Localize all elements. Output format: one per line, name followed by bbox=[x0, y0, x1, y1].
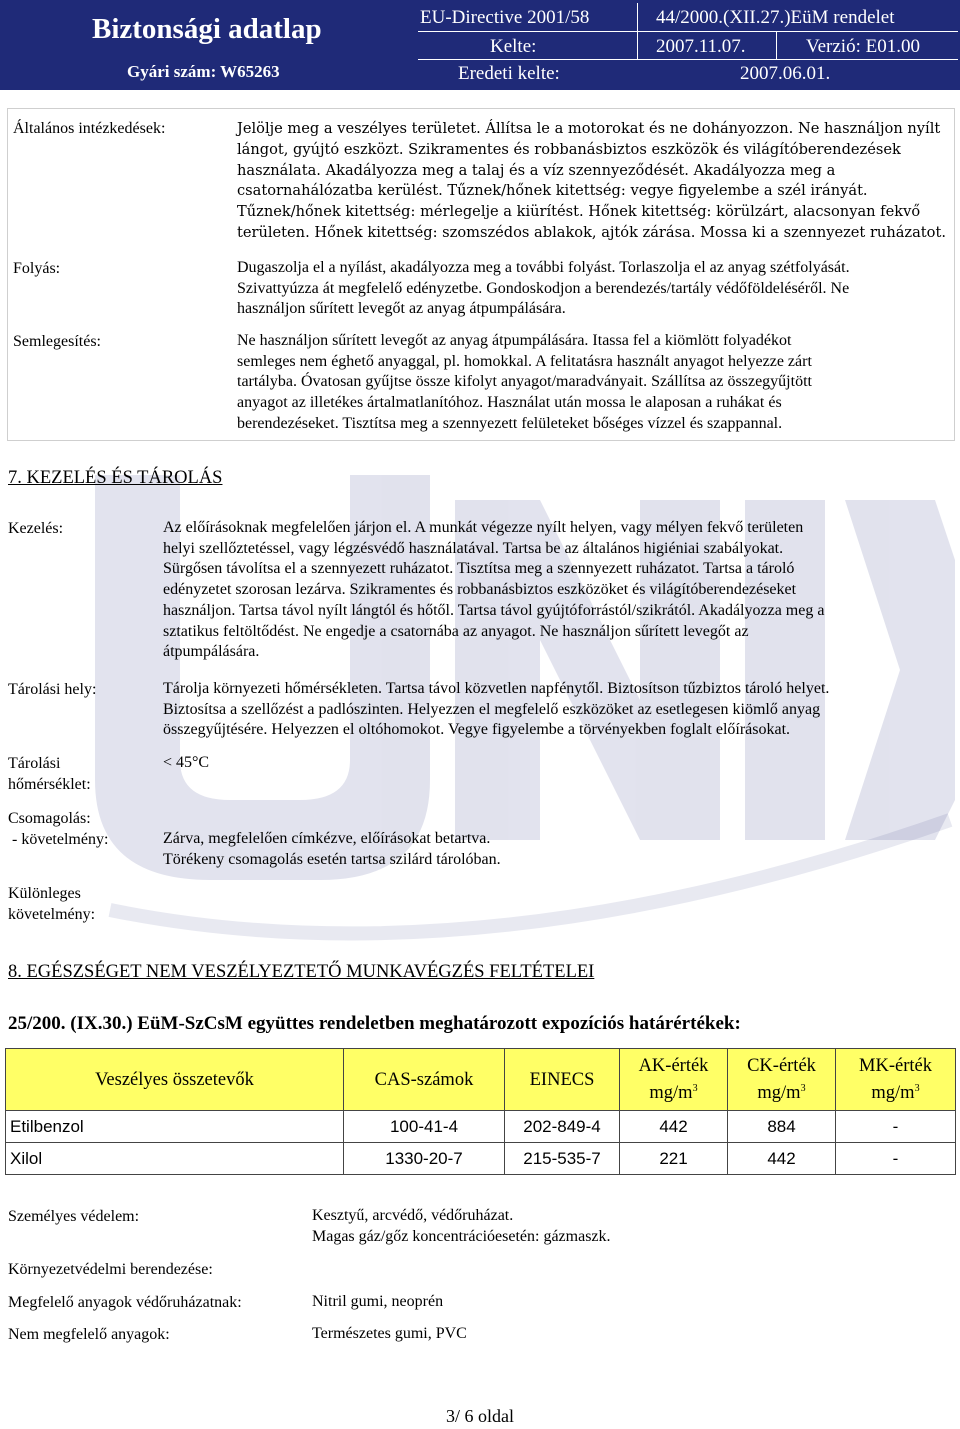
handling-label: Kezelés: bbox=[8, 520, 64, 537]
decree-text: 44/2000.(XII.27.)EüM rendelet bbox=[656, 7, 895, 28]
column-header: EINECS bbox=[505, 1049, 620, 1111]
special-requirement-label: Különleges követelmény: bbox=[8, 885, 96, 923]
header-divider bbox=[418, 59, 958, 60]
general-measures-label: Általános intézkedések: bbox=[13, 120, 166, 137]
section7-heading: 7. KEZELÉS ÉS TÁROLÁS bbox=[8, 468, 223, 488]
column-header: CAS-számok bbox=[344, 1049, 505, 1111]
table-cell: 100-41-4 bbox=[344, 1111, 505, 1143]
table-cell: - bbox=[836, 1111, 956, 1143]
storage-place-label: Tárolási hely: bbox=[8, 681, 97, 698]
section8-heading: 8. EGÉSZSÉGET NEM VESZÉLYEZTETŐ MUNKAVÉGZÉS FELTÉTELEI bbox=[8, 962, 595, 982]
document-header bbox=[0, 0, 960, 90]
table-cell: Xilol bbox=[6, 1143, 344, 1175]
section8-subheading: 25/200. (IX.30.) EüM-SzCsM együttes rendeletben meghatározott expozíciós határértékek: bbox=[8, 1013, 741, 1034]
kelte-label: Kelte: bbox=[490, 36, 537, 57]
table-header-row bbox=[6, 1049, 956, 1111]
table-cell: 221 bbox=[620, 1143, 728, 1175]
table-cell: Etilbenzol bbox=[6, 1111, 344, 1143]
table-cell: 215-535-7 bbox=[505, 1143, 620, 1175]
packaging-text: Zárva, megfelelően címkézve, előírásokat betartva. Törékeny csomagolás esetén tartsa szilárd tárolóban. bbox=[163, 830, 501, 868]
table-row bbox=[6, 1143, 956, 1175]
column-header: Veszélyes összetevők bbox=[6, 1049, 344, 1111]
unsuitable-materials-label: Nem megfelelő anyagok: bbox=[8, 1326, 170, 1343]
document-title: Biztonsági adatlap bbox=[92, 13, 322, 45]
directive-text: EU-Directive 2001/58 bbox=[420, 7, 590, 28]
general-measures-text: Jelölje meg a veszélyes területet. Állítsa le a motorokat és ne dohányozzon. Ne használjon nyílt lángot, gyújtó eszközt. Szikramentes és robbanásbiztos eszközök és világítóberendezések használata. Akadályozza meg a talaj és a víz szennyeződését. Akadályozza meg a csatornahálózatba kerülést. Tűznek/hőnek kitettség: vegye figyelembe a szél irányát. Tűznek/hőnek kitettség: mérlegelje a kiürítést. Hőnek kitettség: körülzárt, alacsonyan fekvő területen. Hőnek kitettség: szomszédos ablakok, ajtók zárása. Mossa ki a szennyezet ruházatot. bbox=[237, 120, 946, 241]
table-row bbox=[6, 1111, 956, 1143]
header-divider bbox=[637, 3, 638, 59]
suitable-materials-text: Nitril gumi, neoprén bbox=[312, 1293, 444, 1310]
storage-place-text: Tárolja környezeti hőmérsékleten. Tartsa távol közvetlen napfénytől. Biztosítson tűzbiztos tároló helyet. Biztosítsa a szellőzést a padlószinten. Helyezzen el megfelelő eszközöket az esetlegesen kiömlő anyag összegyűjtésére. Helyezzen el oltóhomokot. Vegye figyelembe a törvényekben foglalt előírásokat. bbox=[163, 680, 830, 739]
flow-text: Dugaszolja el a nyílást, akadályozza meg a további folyást. Torlaszolja el az anyag szétfolyását. Szivattyúzza át megfelelő edényzetbe. Gondoskodjon a berendezés/tartály védőföldeléséről. Ne használjon sűrített levegőt az anyag átpumpálására. bbox=[237, 259, 850, 318]
handling-text: Az előírásoknak megfelelően járjon el. A munkát végezze nyílt helyen, vagy mélyen fekvő területen helyi szellőztetéssel, vagy légzésvédő használatával. Tartsa be az általános higiéniai szabályokat. Sürgősen távolítsa el a szennyezett ruházatot. Tisztítsa meg a szennyezett ruházatot. Tartsa a tároló edényzetet szorosan lezárva. Szikramentes és robbanásbiztos eszközöket és világítóberendezéseket használjon. Tartsa távol nyílt lángtól és hőtől. Tartsa távol gyújtóforrástól/szikrától. Akadályozza meg a sztatikus feltöltődést. Ne engedje a csatornába az anyagot. Ne használjon sűrített levegőt az átpumpálására. bbox=[163, 519, 825, 661]
version-text: Verzió: E01.00 bbox=[806, 36, 920, 57]
factory-number: Gyári szám: W65263 bbox=[127, 62, 280, 81]
storage-temperature-label: Tárolási hőmérséklet: bbox=[8, 755, 91, 793]
personal-protection-text: Kesztyű, arcvédő, védőruházat. Magas gáz/gőz koncentrációesetén: gázmaszk. bbox=[312, 1207, 611, 1245]
table-cell: 884 bbox=[728, 1111, 836, 1143]
column-header: AK-érték $mg/m^3$ bbox=[620, 1049, 728, 1111]
storage-temperature-value: < 45°C bbox=[163, 754, 210, 771]
flow-label: Folyás: bbox=[13, 260, 61, 277]
page-number: 3/ 6 oldal bbox=[446, 1406, 514, 1426]
table-cell: 202-849-4 bbox=[505, 1111, 620, 1143]
original-date-value: 2007.06.01. bbox=[740, 63, 831, 84]
personal-protection-label: Személyes védelem: bbox=[8, 1208, 140, 1225]
suitable-materials-label: Megfelelő anyagok védőruházatnak: bbox=[8, 1294, 242, 1311]
column-header: MK-érték $mg/m^3$ bbox=[836, 1049, 956, 1111]
environmental-equipment-label: Környezetvédelmi berendezése: bbox=[8, 1261, 213, 1278]
table-cell: 1330-20-7 bbox=[344, 1143, 505, 1175]
neutralization-label: Semlegesítés: bbox=[13, 333, 101, 350]
exposure-limits-table bbox=[5, 1048, 956, 1175]
header-divider bbox=[776, 31, 777, 59]
packaging-label: Csomagolás: - követelmény: bbox=[8, 810, 109, 848]
kelte-value: 2007.11.07. bbox=[656, 36, 746, 57]
table-cell: 442 bbox=[728, 1143, 836, 1175]
table-cell: - bbox=[836, 1143, 956, 1175]
unsuitable-materials-text: Természetes gumi, PVC bbox=[312, 1325, 467, 1342]
table-cell: 442 bbox=[620, 1111, 728, 1143]
column-header: CK-érték $mg/m^3$ bbox=[728, 1049, 836, 1111]
original-date-label: Eredeti kelte: bbox=[458, 63, 560, 84]
neutralization-text: Ne használjon sűrített levegőt az anyag átpumpálására. Itassa fel a kiömlött folyadékot semleges nem éghető anyaggal, pl. homokkal. A felitatásra használt anyagot helyezze zárt tartályba. Óvatosan gyűjtse össze kifolyt anyagot/maradványait. Szállítsa az összegyűjtött anyagot az illetékes ártalmatlanítóhoz. Használat után mossa le alaposan a ruhákat és berendezéseket. Tisztítsa meg a szennyezett felületeket bőséges vízzel és szappannal. bbox=[237, 332, 812, 432]
header-divider bbox=[418, 31, 958, 32]
